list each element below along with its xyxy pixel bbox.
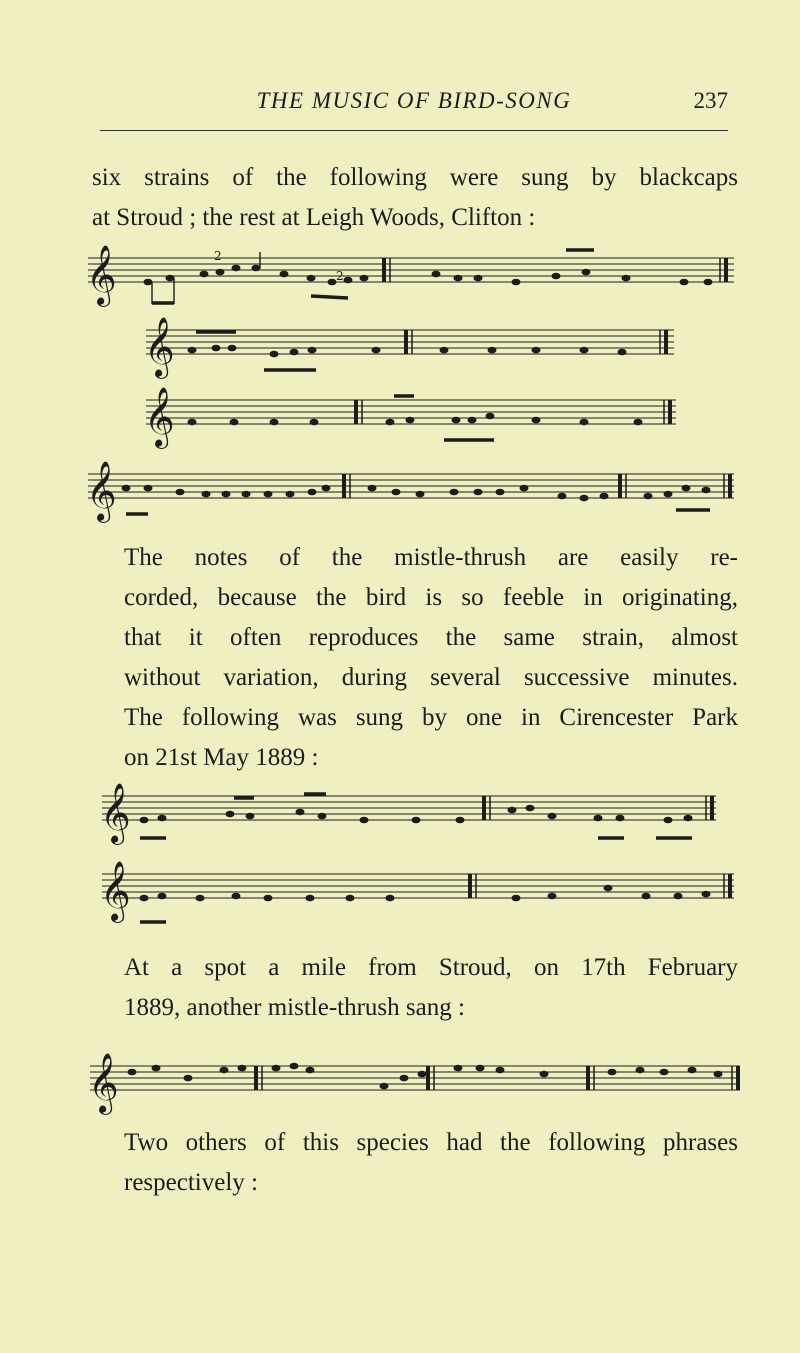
- staff: [86, 245, 734, 307]
- text-line: six strains of the following were sung by blackcaps: [92, 164, 738, 191]
- text-line: at Stroud ; the rest at Leigh Woods, Clifton :: [92, 204, 536, 231]
- text-line: The following was sung by one in Cirencester Park: [124, 704, 738, 731]
- paragraph-mistle-thrush-stroud: [92, 948, 738, 1028]
- text-line: respectively :: [124, 1169, 258, 1196]
- paragraph-blackcaps: [92, 158, 738, 238]
- text-line: The notes of the mistle-thrush are easily re-: [124, 544, 738, 571]
- page-number: 237: [693, 88, 728, 113]
- staff: [88, 1053, 740, 1115]
- text-line: Two others of this species had the following phrases: [124, 1129, 738, 1156]
- treble-clef-icon: 𝄞: [86, 245, 117, 305]
- text-line: on 21st May 1889 :: [124, 744, 319, 771]
- staff: [144, 387, 676, 449]
- treble-clef-icon: 𝄞: [144, 387, 175, 447]
- running-title: THE MUSIC OF BIRD-SONG: [256, 88, 572, 113]
- treble-clef-icon: 𝄞: [86, 461, 117, 521]
- text-line: At a spot a mile from Stroud, on 17th February: [124, 954, 738, 981]
- text-line: corded, because the bird is so feeble in originating,: [124, 584, 738, 611]
- paragraph-two-others: [92, 1123, 738, 1203]
- text-line: that it often reproduces the same strain, almost: [124, 624, 738, 651]
- header-rule: [100, 130, 728, 131]
- page-header: [100, 88, 728, 122]
- triplet-mark: 2: [214, 249, 222, 263]
- music-mistle-thrush-cirencester: [100, 778, 740, 938]
- staff: [144, 317, 674, 379]
- staff: [100, 861, 734, 923]
- triplet-mark: 2: [336, 269, 344, 283]
- music-mistle-thrush-stroud: [88, 1038, 748, 1113]
- treble-clef-icon: 𝄞: [144, 317, 175, 377]
- text-line: 1889, another mistle-thrush sang :: [124, 994, 465, 1021]
- treble-clef-icon: 𝄞: [88, 1053, 119, 1113]
- treble-clef-icon: 𝄞: [100, 783, 131, 843]
- paragraph-mistle-thrush-cirencester: [92, 538, 738, 778]
- music-blackcap-strains: [86, 245, 736, 533]
- staff: [86, 461, 734, 523]
- text-line: without variation, during several successive minutes.: [124, 664, 738, 691]
- staff: [100, 783, 716, 845]
- treble-clef-icon: 𝄞: [100, 861, 131, 921]
